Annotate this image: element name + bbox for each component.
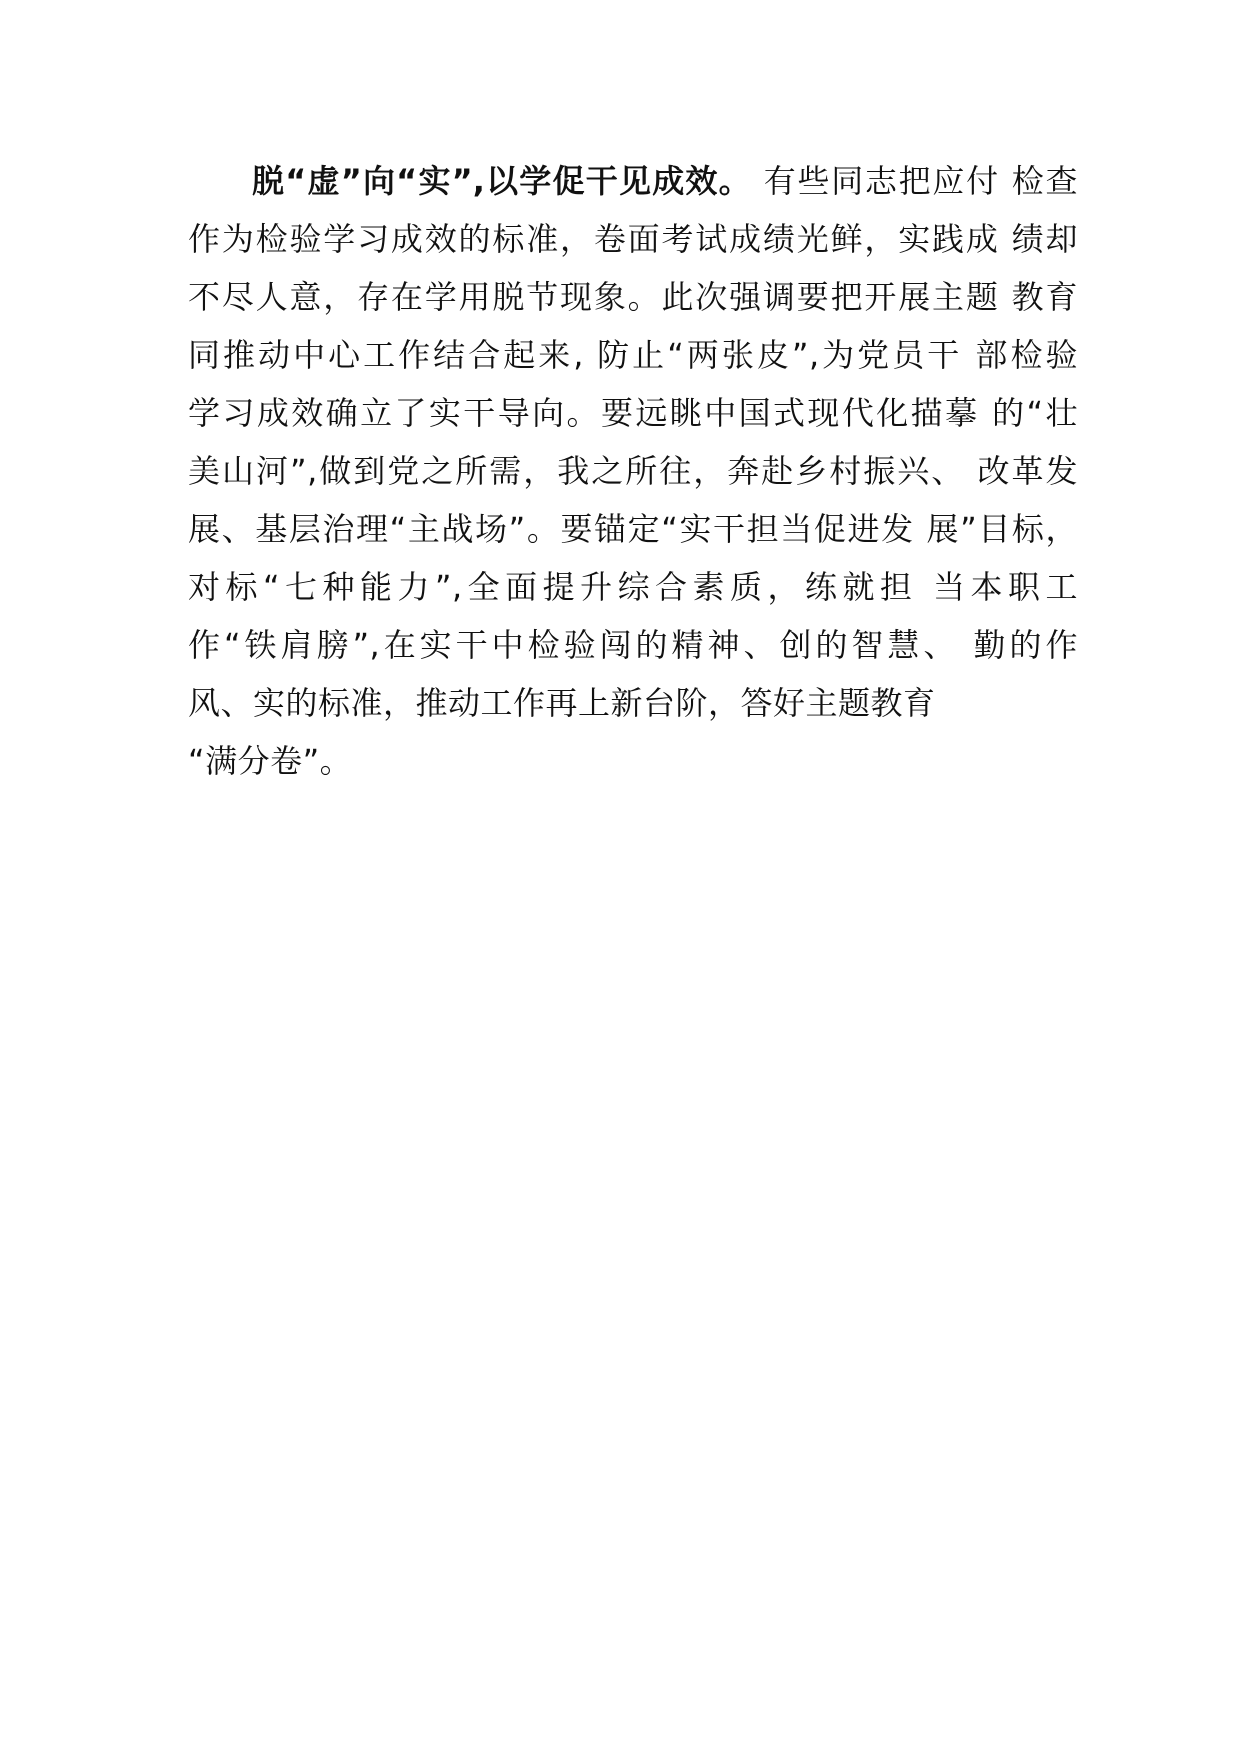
paragraph-line-1-text: 有些同志把应付 检查 — [751, 162, 1078, 200]
paragraph-heading: 脱“虚”向“实”,以学促干见成效。 — [252, 162, 752, 200]
paragraph-line-9: 作“铁肩膀”,在实干中检验闯的精神、创的智慧、 勤的作 — [188, 626, 1078, 664]
paragraph-line-7: 展、基层治理“主战场”。要锚定“实干担当促进发 展”目标， — [188, 510, 1078, 548]
paragraph-line-11: “满分卷”。 — [188, 742, 353, 780]
paragraph-line-1 — [188, 152, 1078, 210]
paragraph-line-2: 作为检验学习成效的标准，卷面考试成绩光鲜，实践成 绩却 — [188, 220, 1078, 258]
paragraph-line-10: 风、实的标准，推动工作再上新台阶，答好主题教育 — [188, 684, 936, 722]
paragraph-line-4: 同推动中心工作结合起来, 防止“两张皮”,为党员干 部检验 — [188, 336, 1078, 374]
paragraph-line-3: 不尽人意，存在学用脱节现象。此次强调要把开展主题 教育 — [188, 278, 1078, 316]
paragraph — [188, 152, 1078, 790]
paragraph-line-6: 美山河”,做到党之所需，我之所往，奔赴乡村振兴、 改革发 — [188, 452, 1078, 490]
paragraph-line-8: 对标“七种能力”,全面提升综合素质，练就担 当本职工 — [188, 568, 1078, 606]
paragraph-line-5: 学习成效确立了实干导向。要远眺中国式现代化描摹 的“壮 — [188, 394, 1078, 432]
